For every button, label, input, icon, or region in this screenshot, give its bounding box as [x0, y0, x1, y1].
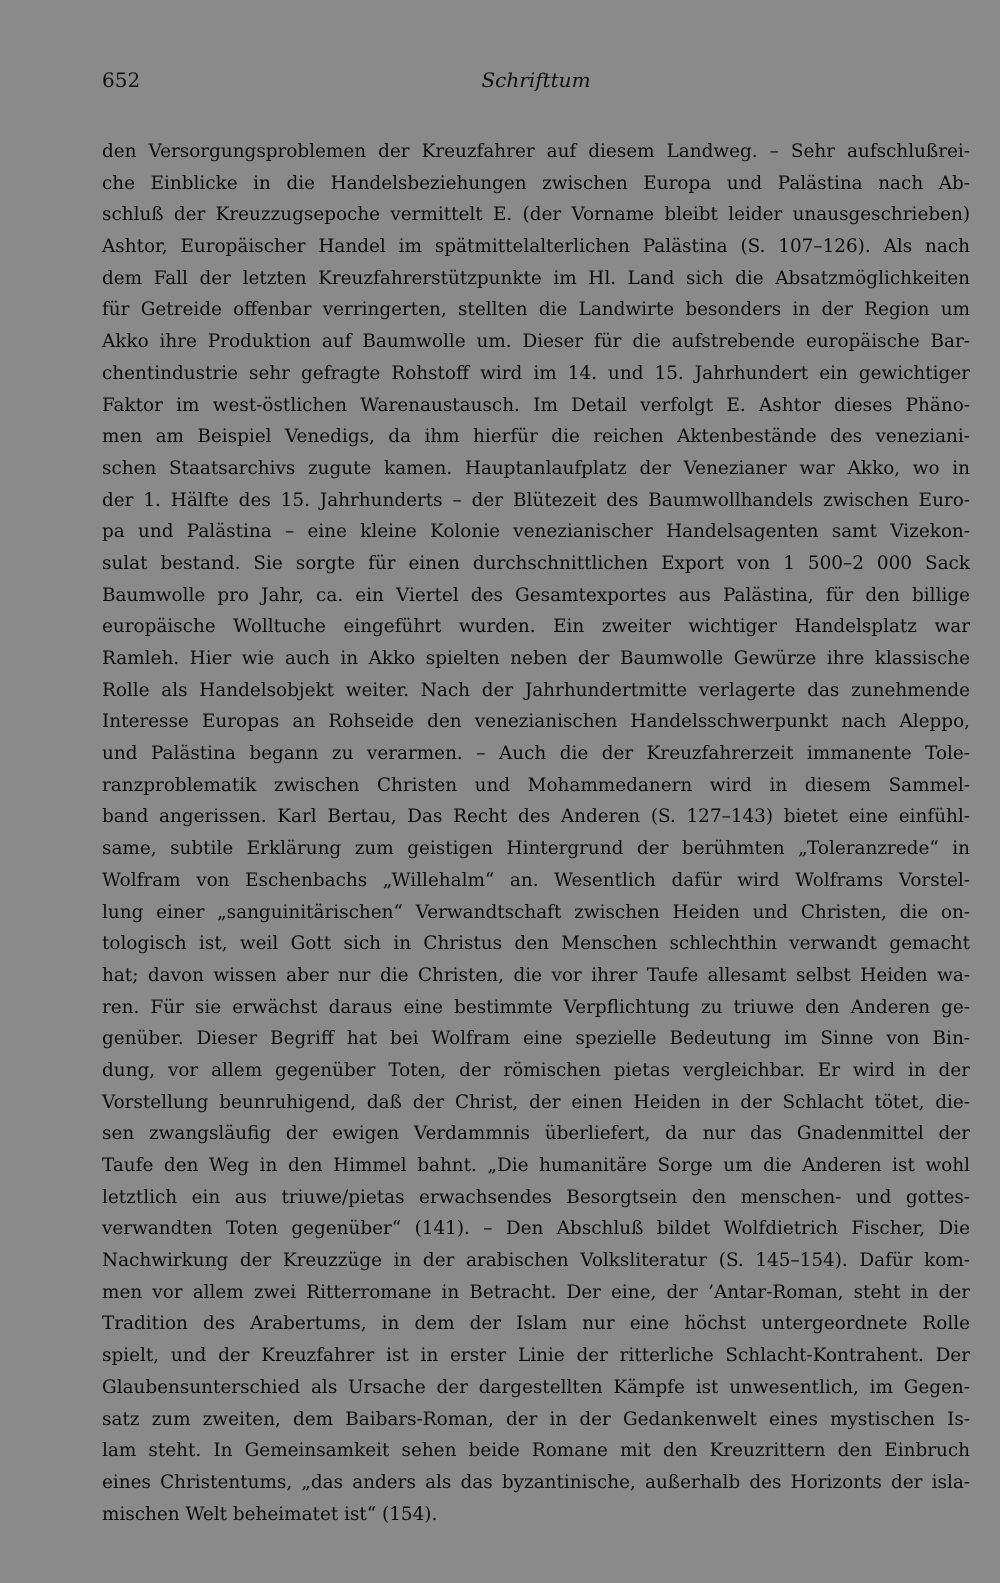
text-line: Glaubensunterschied als Ursache der dargestellten Kämpfe ist unwesentlich, im Gegen- [102, 1376, 970, 1398]
text-line: verwandten Toten gegenüber“ (141). – Den Abschluß bildet Wolfdietrich Fischer, Die [102, 1218, 970, 1240]
text-line: hat; davon wissen aber nur die Christen, die vor ihrer Taufe allesamt selbst Heiden wa- [102, 964, 970, 986]
text-line: Ashtor, Europäischer Handel im spätmittelalterlichen Palästina (S. 107–126). Als nach [102, 236, 970, 258]
text-line: Tradition des Arabertums, in dem der Islam nur eine höchst untergeordnete Rolle [102, 1313, 970, 1335]
text-line: eines Christentums, „das anders als das byzantinische, außerhalb des Horizonts der isla- [102, 1471, 970, 1493]
text-line: schluß der Kreuzzugsepoche vermittelt E. (der Vorname bleibt leider unausgeschrieben) [102, 204, 970, 226]
text-line: spielt, und der Kreuzfahrer ist in erster Linie der ritterliche Schlacht-Kontrahent. Der [102, 1345, 970, 1367]
text-line: ranzproblematik zwischen Christen und Mohammedanern wird in diesem Sammel- [102, 774, 970, 796]
text-line: und Palästina begann zu verarmen. – Auch die der Kreuzfahrerzeit immanente Tole- [102, 743, 970, 765]
text-line: Wolfram von Eschenbachs „Willehalm“ an. Wesentlich dafür wird Wolframs Vorstel- [102, 869, 970, 891]
text-line: pa und Palästina – eine kleine Kolonie venezianischer Handelsagenten samt Vizekon- [102, 521, 970, 543]
text-line: Faktor im west-östlichen Warenaustausch. Im Detail verfolgt E. Ashtor dieses Phäno- [102, 394, 970, 416]
text-line: chentindustrie sehr gefragte Rohstoff wird im 14. und 15. Jahrhundert ein gewichtiger [102, 362, 970, 384]
text-line: für Getreide offenbar verringerten, stellten die Landwirte besonders in der Region um [102, 299, 970, 321]
text-line: band angerissen. Karl Bertau, Das Recht des Anderen (S. 127–143) bietet eine einfühl- [102, 806, 970, 828]
text-line: Nachwirkung der Kreuzzüge in der arabischen Volksliteratur (S. 145–154). Dafür kom- [102, 1250, 970, 1272]
text-line: tologisch ist, weil Gott sich in Christus den Menschen schlechthin verwandt gemacht [102, 933, 970, 955]
text-line: ren. Für sie erwächst daraus eine bestimmte Verpflichtung zu triuwe den Anderen ge- [102, 996, 970, 1018]
text-line: men vor allem zwei Ritterromane in Betracht. Der eine, der ’Antar-Roman, steht in der [102, 1281, 970, 1303]
text-line: Ramleh. Hier wie auch in Akko spielten neben der Baumwolle Gewürze ihre klassische [102, 648, 970, 669]
text-line: der 1. Hälfte des 15. Jahrhunderts – der Blütezeit des Baumwollhandels zwischen Euro- [102, 489, 970, 511]
text-line: Interesse Europas an Rohseide den venezianischen Handelsschwerpunkt nach Aleppo, [102, 711, 970, 733]
running-title: Schrifttum [481, 68, 591, 92]
text-line: che Einblicke in die Handelsbeziehungen zwischen Europa und Palästina nach Ab- [102, 172, 970, 194]
page-number: 652 [102, 68, 141, 92]
text-line: Vorstellung beunruhigend, daß der Christ, der einen Heiden in der Schlacht tötet, die- [102, 1091, 970, 1113]
text-line: Taufe den Weg in den Himmel bahnt. „Die humanitäre Sorge um die Anderen ist wohl [102, 1155, 970, 1176]
text-line: genüber. Dieser Begriff hat bei Wolfram eine spezielle Bedeutung im Sinne von Bin- [102, 1028, 970, 1050]
text-line: dem Fall der letzten Kreuzfahrerstützpunkte im Hl. Land sich die Absatzmöglichkeiten [102, 267, 970, 289]
text-line: schen Staatsarchivs zugute kamen. Hauptanlaufplatz der Venezianer war Akko, wo in [102, 457, 970, 479]
text-line: Akko ihre Produktion auf Baumwolle um. Dieser für die aufstrebende europäische Bar- [102, 331, 970, 353]
text-line: den Versorgungsproblemen der Kreuzfahrer auf diesem Landweg. – Sehr aufschlußrei- [102, 141, 970, 162]
text-line: Rolle als Handelsobjekt weiter. Nach der Jahrhundertmitte verlagerte das zunehmende [102, 679, 970, 701]
text-line: sen zwangsläufig der ewigen Verdammnis überliefert, da nur das Gnadenmittel der [102, 1123, 970, 1145]
text-line: dung, vor allem gegenüber Toten, der römischen pietas vergleichbar. Er wird in der [102, 1059, 970, 1081]
body-paragraph [102, 136, 970, 1530]
text-line: mischen Welt beheimatet ist“ (154). [102, 1503, 438, 1525]
text-line: letztlich ein aus triuwe/pietas erwachsendes Besorgtsein den menschen- und gottes- [102, 1186, 970, 1208]
text-line: same, subtile Erklärung zum geistigen Hintergrund der berühmten „Toleranzrede“ in [102, 838, 970, 860]
text-line: men am Beispiel Venedigs, da ihm hierfür die reichen Aktenbestände des veneziani- [102, 426, 970, 448]
text-line: europäische Wolltuche eingeführt wurden. Ein zweiter wichtiger Handelsplatz war [102, 616, 970, 638]
page-header [102, 68, 970, 98]
text-line: sulat bestand. Sie sorgte für einen durchschnittlichen Export von 1 500–2 000 Sack [102, 552, 970, 574]
text-line: lung einer „sanguinitärischen“ Verwandtschaft zwischen Heiden und Christen, die on- [102, 901, 970, 923]
text-line: satz zum zweiten, dem Baibars-Roman, der in der Gedankenwelt eines mystischen Is- [102, 1408, 970, 1430]
text-line: lam steht. In Gemeinsamkeit sehen beide Romane mit den Kreuzrittern den Einbruch [102, 1440, 970, 1462]
text-line: Baumwolle pro Jahr, ca. ein Viertel des Gesamtexportes aus Palästina, für den billige [102, 584, 970, 606]
